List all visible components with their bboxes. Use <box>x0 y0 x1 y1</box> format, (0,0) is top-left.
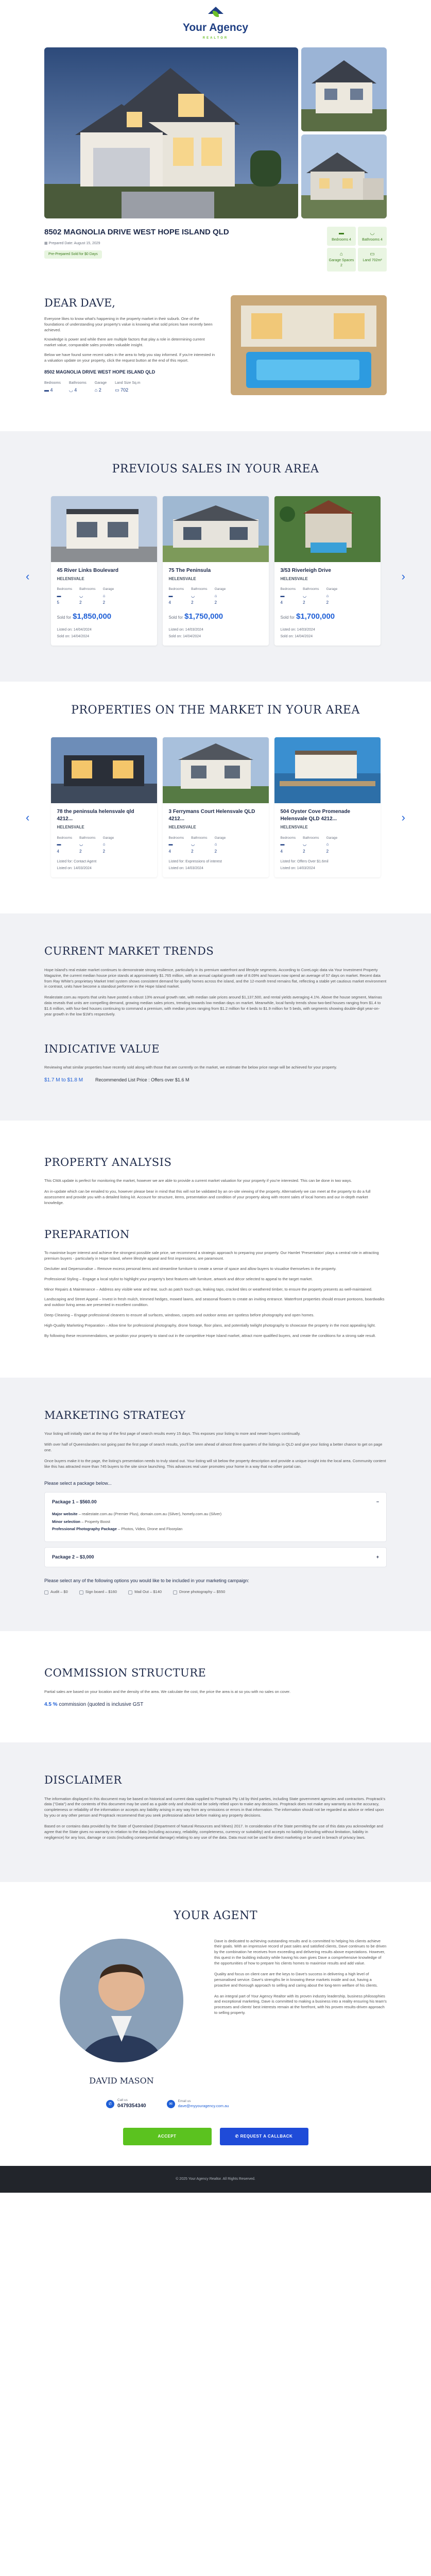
previous-sales-section <box>0 431 431 682</box>
card-suburb: HELENSVALE <box>280 576 308 581</box>
collapse-icon: − <box>376 1499 379 1504</box>
hero-gallery <box>44 47 387 218</box>
card-price: Sold for $1,700,000 <box>280 612 335 621</box>
analysis-section <box>0 1121 431 1378</box>
bed-icon: ▬ <box>280 841 285 846</box>
disclaimer-title: DISCLAIMER <box>44 1774 122 1787</box>
phone-icon: ✆ <box>235 2133 240 2139</box>
analysis-paragraph: An in-update which can be emailed to you, however please bear in mind that this will not be validated by an on-site viewing of the property. Alternatively we can meet at the property to do a full assessment and provide you with a detailed listing kit. Account for structure, items, presentation and condition of your property along with recent sales of local homes and our in-depth market knowledge. <box>44 1189 371 1205</box>
agent-section <box>0 1882 431 2145</box>
option-checkbox[interactable]: Sign board – $160 <box>79 1589 117 1595</box>
bed-icon: ▬ <box>57 593 61 598</box>
property-photo <box>51 496 157 562</box>
email-icon: ✉ <box>167 2100 175 2108</box>
hero-thumb-photo[interactable] <box>301 134 387 218</box>
marketing-title: MARKETING STRATEGY <box>44 1409 186 1421</box>
agent-bio: Quality and focus on client care are the keys to Dave's success in delivering a high level of personalised service. Dave's strengths lie in knowing these markets inside and out, having a proactive and thorough approach to selling and caring about the long-term welfare of his clients. <box>214 1971 378 1988</box>
trends-title: CURRENT MARKET TRENDS <box>44 945 214 958</box>
stat-land: ▭ Land 702m² <box>358 248 387 272</box>
garage-icon: ⌂ <box>214 593 217 598</box>
trends-section <box>0 913 431 1120</box>
agent-title: YOUR AGENT <box>173 1909 258 1922</box>
intro-address: 8502 MAGNOLIA DRIVE WEST HOPE ISLAND QLD <box>44 369 156 375</box>
bath-icon: ◡ <box>79 841 83 846</box>
bath-icon: ◡ <box>303 593 307 598</box>
recommended-price: Recommended List Price : Offers over $1.6 M <box>95 1077 189 1083</box>
disclaimer-section <box>0 1742 431 1882</box>
greeting-heading: DEAR DAVE, <box>44 297 115 310</box>
hero-main-photo[interactable] <box>44 47 298 218</box>
preparation-item: High-Quality Marketing Preparation – Allow time for professional photography, drone footage, floor plans, and potentially twilight photography to showcase the property in the most appealing light. <box>44 1323 376 1328</box>
agent-bio: Dave is dedicated to achieving outstanding results and is committed to helping his clients achieve their goals. With an impressive record of past sales and satisfied clients, Dave continues to be driven by the combination he receives from exceeding and delivering results above expectations. However, this quest in the building industry while having his own gives Dave a comprehensive knowledge of the opportunities of how to prepare his clients homes to maximise results and add value. <box>214 1938 387 1966</box>
previous-sales-title: PREVIOUS SALES IN YOUR AREA <box>112 463 319 476</box>
card-listed-date: Listed on: 14/04/2024 <box>57 628 92 632</box>
preparation-item: Deep Cleaning – Engage professional cleaners to ensure all surfaces, windows, carpets and outdoor areas are spotless before photography and open homes. <box>44 1313 315 1318</box>
garage-icon: ⌂ <box>94 387 99 393</box>
card-title: 3/53 Riverleigh Drive <box>280 568 331 574</box>
option-checkbox[interactable]: Audit – $0 <box>44 1589 68 1595</box>
calendar-icon: ▦ <box>44 241 49 245</box>
checkbox-icon <box>128 1590 132 1595</box>
intro-paragraph: Knowledge is power and while there are multiple factors that play a role in determining current market value, comparable sales provides valuable insight. <box>44 337 205 348</box>
trends-paragraph: Realestate.com.au reports that units have posted a robust 13% annual growth rate, with median sale prices around $1,137,500, and rental yields averaging 4.1%. Above the house segment, Marinas data reveals that units are compelling demand, growing median sales prices, trending towards low median days on market. Meanwhile, local family trends show two-bed houses ranging from $1.4 to $1.6 million, with four-bed houses continuing to command a premium, with median prices ranging from $1.2 million for 4 beds to $1.9 million for 5 beds, with segments showing double-digit year-on-year growth in the low $1M's respectively. <box>44 995 382 1016</box>
accept-button[interactable]: ACCEPT <box>123 2128 212 2145</box>
card-listed-for: Listed for: Expressions of interest <box>168 860 222 864</box>
pool-photo <box>231 295 387 395</box>
card-suburb: HELENSVALE <box>168 576 196 581</box>
land-icon: ▭ <box>370 251 375 257</box>
bath-icon: ◡ <box>68 387 75 393</box>
listing-card[interactable]: 78 the peninsula helensvale qld 4212... HELENSVALE Bedrooms ▬ 4 Bathrooms ◡ 2 Garage ⌂ 2 Listed for: Contact Agent Listed on: 14/03/2024 <box>51 737 157 877</box>
email-contact[interactable]: ✉ Email us dave@myyouragency.com.au <box>167 2098 229 2110</box>
bath-icon: ◡ <box>370 230 375 236</box>
checkbox-icon <box>79 1590 83 1595</box>
brand-tagline: REALTOR <box>202 36 229 40</box>
card-listed-date: Listed on: 14/03/2024 <box>168 867 203 871</box>
property-photo <box>163 496 269 562</box>
disclaimer-paragraph: Based on or contains data provided by the State of Queensland (Department of Natural Resources and Mines) 2017. In consideration of the State permitting the use of this data you acknowledge and agree that the State gives no warranty in relation to the data (including accuracy, reliability, completeness, currency or suitability) and accepts no liability (including without limitation, liability in negligence) for any loss, damage or costs (including consequential damage) relating to any use of the data. Data must not be used for direct marketing or be used in breach of privacy laws. <box>44 1824 383 1840</box>
package-2[interactable] <box>44 1547 387 1567</box>
card-listed-for: Listed for: Contact Agent <box>57 860 97 864</box>
property-photo <box>163 737 269 803</box>
trends-paragraph: Hope Island's real estate market continues to demonstrate strong resilience, particularly in its premium waterfront and lifestyle segments. According to CoreLogic data via Your Investment Property Magazine, the current median house price stands at approximately $1.765 million, with an annual capital growth rate of 8.09% and houses now spend an average of 57 days on market. Recent data from Ray White's proprietary Market Intel system shows consistent demand for quality homes across the island, and the 12-month trend remains flat, reflecting a stable yet cautious market environment in contrast, units have become a standout performer in the Hope Island market. <box>44 967 387 989</box>
property-photo <box>274 737 381 803</box>
card-title: 78 the peninsula helensvale qld 4212... <box>57 808 134 822</box>
card-suburb: HELENSVALE <box>168 824 196 829</box>
phone-icon: ✆ <box>106 2100 114 2108</box>
property-address: 8502 MAGNOLIA DRIVE WEST HOPE ISLAND QLD <box>44 228 229 236</box>
site-header <box>0 0 431 47</box>
intro-paragraph: Everyone likes to know what's happening in the property market in their suburb. One of the foundations of understanding your property's value is knowing what sold prices have recently been achieved. <box>44 316 213 332</box>
preparation-item: Minor Repairs & Maintenance – Address any visible wear and tear, such as patch touch ups, leaking taps, cracked tiles or weathered timber, to ensure the property presents as well-maintained. <box>44 1286 373 1292</box>
bath-icon: ◡ <box>191 841 195 846</box>
commission-rate: 4.5 % commission (quoted is inclusive GST <box>44 1701 144 1707</box>
logo-house-icon <box>208 7 223 19</box>
garage-icon: ⌂ <box>102 593 106 598</box>
card-title: 3 Ferrymans Court Helensvale QLD 4212... <box>168 808 255 822</box>
card-listed-date: Listed on: 14/03/2024 <box>280 867 315 871</box>
card-sold-date: Sold on: 14/04/2024 <box>168 634 201 638</box>
preparation-paragraph: By following these recommendations, we position your property to stand out in the competitive Hope Island market, attract more qualified buyers, and create the conditions for a strong sale result. <box>44 1333 376 1338</box>
call-contact[interactable]: ✆ Call us 0479354340 <box>106 2098 146 2110</box>
package-1-header[interactable]: Package 1 – $560.00 − <box>45 1493 386 1512</box>
preparation-item: Professional Styling – Engage a local stylist to highlight your property's best features with furniture, artwork and décor selected to appeal to the target market. <box>44 1276 313 1281</box>
feature-land: Land Size Sq.m ▭ 702 <box>115 381 141 393</box>
card-title: 75 The Peninsula <box>168 568 211 574</box>
bath-icon: ◡ <box>79 593 83 598</box>
option-checkbox[interactable]: Drone photography – $550 <box>173 1589 225 1595</box>
card-price: Sold for $1,850,000 <box>57 612 112 621</box>
marketing-options <box>44 1589 387 1595</box>
bed-icon: ▬ <box>168 593 173 598</box>
marketing-paragraph: Your listing will initially start at the top of the first page of search results every 15 days. This exposes your listing to more and newer buyers continually. <box>44 1431 301 1436</box>
feature-garage: Garage ⌂ 2 <box>94 381 107 393</box>
indicative-paragraph: Reviewing what similar properties have recently sold along with those that are currently on the market, we estimate the below price range will be achieved for your property. <box>44 1065 337 1070</box>
carousel-prev-icon[interactable]: ‹ <box>26 810 30 824</box>
land-icon: ▭ <box>115 387 121 393</box>
preparation-item: Landscaping and Street Appeal – Invest in fresh mulch, trimmed hedges, mowed lawns, and seasonal flowers to create an inviting entrance. Waterfront properties should ensure pontoons, boardwalks and outdoor living areas are presented in excellent condition. <box>44 1297 385 1308</box>
sold-card[interactable]: 75 The Peninsula HELENSVALE Bedrooms ▬ 4 Bathrooms ◡ 2 Garage ⌂ 2 Sold for $1,750,000 Listed on: 14/03/2024 Sold on: 14/04/2024 <box>163 496 269 646</box>
agent-avatar <box>60 1939 183 2062</box>
agent-name: DAVID MASON <box>89 2075 154 2086</box>
options-label: Please select any of the following options you would like to be included in your marketing campaign: <box>44 1578 249 1584</box>
stat-bedrooms: ▬ Bedrooms 4 <box>327 227 356 246</box>
commission-paragraph: Partial sales are based on your location and the density of the area. We calculate the cost, the price the area is at so you with no sales on cover. <box>44 1689 291 1694</box>
package-2-header[interactable]: Package 2 – $3,000 + <box>45 1548 386 1567</box>
listing-card[interactable]: 504 Oyster Cove Promenade Helensvale QLD 4212... HELENSVALE Bedrooms ▬ 4 Bathrooms ◡ 2 Garage ⌂ 2 Listed for: Offers Over $1.6mil Listed on: 14/03/2024 <box>274 737 381 877</box>
commission-title: COMMISSION STRUCTURE <box>44 1667 206 1680</box>
indicative-value <box>44 1077 387 1084</box>
checkbox-icon <box>44 1590 48 1595</box>
status-badge: Pre-Prepared Sold for $0 Days <box>44 250 102 259</box>
bed-icon: ▬ <box>57 841 61 846</box>
garage-icon: ⌂ <box>339 251 343 257</box>
checkbox-icon <box>173 1590 177 1595</box>
bath-icon: ◡ <box>303 841 307 846</box>
card-title: 504 Oyster Cove Promenade Helensvale QLD 4212... <box>280 808 351 822</box>
commission-section <box>0 1631 431 1742</box>
indicative-title: INDICATIVE VALUE <box>44 1042 160 1055</box>
prepared-date: ▦ Prepared Date: August 15, 2029 <box>44 241 100 245</box>
preparation-title: PREPARATION <box>44 1228 130 1241</box>
package-1[interactable] <box>44 1492 387 1543</box>
garage-icon: ⌂ <box>326 841 329 846</box>
property-photo <box>274 496 381 562</box>
copyright-text: © 2025 Your Agency Realtor. All Rights Reserved. <box>176 2177 255 2181</box>
card-listed-date: Listed on: 14/03/2024 <box>280 628 315 632</box>
listing-card[interactable]: 3 Ferrymans Court Helensvale QLD 4212... HELENSVALE Bedrooms ▬ 4 Bathrooms ◡ 2 Garage ⌂ 2 Listed for: Expressions of interest Listed on: 14/03/2024 <box>163 737 269 877</box>
sold-card[interactable]: 45 River Links Boulevard HELENSVALE Bedrooms ▬ 5 Bathrooms ◡ 2 Garage ⌂ 2 Sold for $1,850,000 Listed on: 14/04/2024 Sold on: 14/04/2024 <box>51 496 157 646</box>
sold-card[interactable]: 3/53 Riverleigh Drive HELENSVALE Bedrooms ▬ 4 Bathrooms ◡ 2 Garage ⌂ 2 Sold for $1,700,000 Listed on: 14/03/2024 Sold on: 14/04/2024 <box>274 496 381 646</box>
card-price: Sold for $1,750,000 <box>168 612 223 621</box>
card-sold-date: Sold on: 14/04/2024 <box>57 634 90 638</box>
preparation-item: Declutter and Depersonalise – Remove excess personal items and streamline furniture to create a sense of space and allow buyers to visualise themselves in the property. <box>44 1266 337 1271</box>
hero-thumb-photo[interactable] <box>301 47 387 131</box>
card-suburb: HELENSVALE <box>57 824 84 829</box>
garage-icon: ⌂ <box>102 841 106 846</box>
marketing-paragraph: Once buyers make it to the page, the listing's presentation needs to truly stand out. Your listing will sit below the property description and provide a unique insight into the local area. Community content like this has attracted more than 745 buyers to the site since launching. This advances real user promotes your home in a way that no other portal can. <box>44 1458 386 1469</box>
marketing-section <box>0 1378 431 1632</box>
marketing-paragraph: With over half of Queenslanders not going past the first page of search results, you'll be seen ahead of almost three quarters of the listings in QLD and give your listing a better chance to get on page one. <box>44 1442 383 1452</box>
feature-bedrooms: Bedrooms ▬ 4 <box>44 381 61 393</box>
preparation-paragraph: To maximise buyer interest and achieve the strongest possible sale price, we recommend a strategic approach to preparing your property. Our Hamlet 'Presentation' plays a central role in attracting premium buyers - particularly in Hope Island, where lifestyle appeal and first impressions, are paramount. <box>44 1250 379 1261</box>
bath-icon: ◡ <box>191 593 195 598</box>
package-select-label: Please select a package below... <box>44 1480 112 1486</box>
feature-bathrooms: Bathrooms ◡ 4 <box>68 381 87 393</box>
intro-paragraph: Below we have found some recent sales in the area to help you stay informed. If you're interested in a valuation update on your property, click the request button at the end of this report. <box>44 352 215 363</box>
bed-icon: ▬ <box>280 593 285 598</box>
market-section <box>0 682 431 913</box>
bed-icon: ▬ <box>168 841 173 846</box>
site-footer <box>0 2166 431 2193</box>
brand-name: Your Agency <box>182 22 249 34</box>
agent-phone: 0479354340 <box>117 2103 146 2109</box>
intro-letter <box>44 295 387 395</box>
bed-icon: ▬ <box>339 230 344 236</box>
market-title: PROPERTIES ON THE MARKET IN YOUR AREA <box>71 704 360 717</box>
agent-email: dave@myyouragency.com.au <box>178 2103 229 2108</box>
analysis-title: PROPERTY ANALYSIS <box>44 1156 172 1168</box>
card-title: 45 River Links Boulevard <box>57 568 118 574</box>
bed-icon: ▬ <box>44 387 50 393</box>
analysis-paragraph: This CMA update is perfect for monitoring the market, however we are able to provide a current market valuation for your property if you're interested. This can be done in two ways. <box>44 1178 352 1183</box>
card-listed-date: Listed on: 14/03/2024 <box>57 867 92 871</box>
property-photo <box>51 737 157 803</box>
garage-icon: ⌂ <box>214 841 217 846</box>
carousel-prev-icon[interactable]: ‹ <box>26 570 30 583</box>
stat-bathrooms: ◡ Bathrooms 4 <box>358 227 387 246</box>
card-listed-for: Listed for: Offers Over $1.6mil <box>280 860 329 864</box>
card-suburb: HELENSVALE <box>280 824 308 829</box>
request-callback-button[interactable]: ✆ REQUEST A CALLBACK <box>220 2128 308 2145</box>
disclaimer-paragraph: The information displayed in this document may be based on historical and current data supplied to Proptrack Pty Ltd by third parties, including State government agencies and contractors. Proptrack's data ("Data") and the contents of this document may be used as a guide only and should not be solely relied upon to make any decisions. Proptrack does not make any warranty as to the accuracy, completeness or reliability of the information or accepts any liability arising in any way from any omissions or errors in that information. The information should not be regarded as advice or relied upon by you or any other person and Proptrack recommend that you seek professional advice before making any property decisions. <box>44 1796 386 1818</box>
agent-bio: As an integral part of Your Agency Realtor with its proven industry leadership, business philosophies and exceptional marketing, Dave is committed to making a business into a reality ensuring his team's processes and clients' best interests remain at the forefront, with his proven results-driven approach to selling property. <box>214 1993 387 2015</box>
carousel-next-icon[interactable]: › <box>401 570 405 583</box>
property-stats <box>327 227 387 272</box>
card-listed-date: Listed on: 14/03/2024 <box>168 628 203 632</box>
stat-garage: ⌂ Garage Spaces 2 <box>327 248 356 272</box>
price-range: $1.7 M to $1.8 M <box>44 1077 83 1083</box>
package-1-details: Major website – realestate.com.au (Premier Plus), domain.com.au (Silver), homely.com.au (Silver) Minor selection – Property Boost Professional Photography Package – Photos, Video, Drone and Floorplan <box>52 1511 222 1532</box>
card-suburb: HELENSVALE <box>57 576 84 581</box>
garage-icon: ⌂ <box>326 593 329 598</box>
expand-icon: + <box>376 1554 379 1560</box>
carousel-next-icon[interactable]: › <box>401 810 405 824</box>
card-sold-date: Sold on: 14/04/2024 <box>280 634 313 638</box>
intro-features <box>44 381 215 394</box>
option-checkbox[interactable]: Mail Out – $140 <box>128 1589 162 1595</box>
